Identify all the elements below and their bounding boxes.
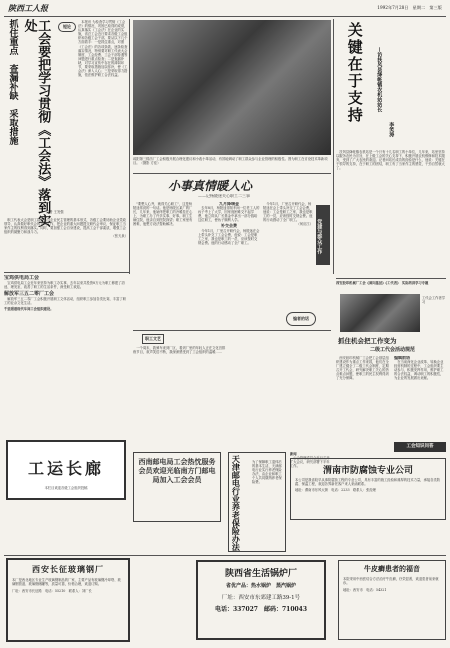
ad-weinan-body: 本公司是我省较早从事防腐蚀工程的专业公司，具有丰富的施工经验和雄厚的技术力量，承接各类防腐、保温工程，欢迎各界新老客户来人来函联系。 (295, 478, 441, 487)
ad-guolu-phone: 电话：337027 邮码：710043 (214, 606, 308, 613)
col-rule-2 (333, 19, 334, 274)
commentary-body: 在当前深化企业改革、转换企业经营机制的过程中，工会组织要主动参与，积极发挥作用，维护职工的合法权益，调动职工的积极性，为企业的发展做出贡献。 (394, 360, 444, 381)
ad-weinan-contact: 地址：渭南市东风大街 电话：2233 联系人：张经理 (295, 488, 376, 493)
ad-tianjin: 天津邮电行业养老保险办法 (228, 452, 286, 552)
ad-guolu-address: 厂址：西安市东郊建工路39-1号 (221, 595, 301, 601)
feature-side-label: 党建与群众工作 (316, 205, 330, 265)
box1-title2: 解放军三五二零厂工会 (4, 291, 55, 298)
row-rule-right (336, 278, 446, 279)
feature-body-para4: 今年1月，厂里召开职代会，杨陵迷在会上带头补交了工会会费，他说：工会是职工之家，我也是职工的一员，应该按时交纳会费。他的行动感动了全厂职工。 (198, 228, 260, 245)
ad-weinan (290, 458, 446, 520)
row-rule-mid (133, 330, 331, 331)
ad-tianjin-body: 为了保障职工退休后的基本生活，天津邮电行业实行养老保险办法，由企业和职工个人共同缴纳养老保险费。 (252, 460, 282, 485)
feature-author: （何应江） (296, 222, 313, 227)
date-line: 1992年7月28日 星期二 第三版 (377, 5, 442, 10)
lead-article-body2 (4, 218, 128, 268)
commentary (394, 356, 446, 442)
row-rule-bottom (4, 555, 446, 556)
right-box-body (336, 356, 391, 456)
ad-niupi (338, 560, 446, 640)
paper-name: 陕西工人报 (8, 4, 48, 13)
commentary-title: 编辑前语 (394, 356, 410, 360)
box1 (4, 275, 128, 435)
photo-caption: 咸阳第三棉纺厂工会积极开展合理化建议和小改小革活动，有效地调动了职工群众参与企业管理的积极性。图为职工在讨论技术革新项目。（摄影 方佳） (133, 157, 328, 166)
right-box-banner: 工代会工作者学习 (422, 296, 446, 305)
ad-niupi-body: 本院采用中西医结合方法治疗牛皮癣，疗效显著，欢迎患者前来就诊。 (343, 577, 439, 586)
gonghui-title: 工运长廊 (27, 459, 104, 478)
gonghui-box (6, 440, 126, 500)
left-headline: 工会要把学习贯彻《工会法》落到实处 (21, 19, 51, 227)
small-note-label: 新闻 (290, 452, 297, 456)
col-rule-1 (129, 19, 130, 274)
box1-body2: 解放军三五二零厂工会积极开展职工文体活动，组织职工参加各类比赛，丰富了职工的业余文化生活。 (4, 297, 126, 306)
ad-guolu-title: 陕西省生活锅炉厂 (224, 569, 297, 579)
commentary-label: 工会知识问答 (394, 442, 446, 452)
ad-nanyue: 西南邮电局工会热忱服务会员欢迎光临南方门邮电局加入工会会员 (133, 452, 221, 522)
box1-body: 宝鸡供电局工会近年来坚持为职工办实事，去年以来共投资8万元为职工修建了浴池、理发室，改善了职工的生活条件，深受职工欢迎。 (4, 281, 125, 290)
ad-xian (6, 558, 130, 642)
small-note-body: 公会管理委员会近日召开扩大会议，研究部署下半年工作。 (290, 456, 330, 469)
right-box-title: 抓住机会把工作变为 (338, 337, 397, 345)
left-headline-column (6, 19, 51, 229)
feature-col2 (198, 202, 260, 322)
ad-weinan-title: 渭南市防腐蚀专业公司 (322, 466, 413, 476)
ad-xian-title: 西安长征玻璃钢厂 (32, 564, 104, 574)
feature-col3-para: 今年1月，厂里召开职代会，杨陵迷在会上带头补交了工会会费，他说：工会是职工之家，我也是职工的一员，应该按时交纳会费。他的行动感动了全厂职工。 (263, 202, 313, 223)
right-author: 李笑涛 (388, 122, 395, 137)
lead-badge: 短论 (58, 22, 76, 32)
lead-article-body (78, 20, 128, 220)
right-box-photo (340, 294, 420, 332)
wenyi-badge: 职工文艺 (142, 334, 164, 344)
left-kicker: 抓住重点 查漏补缺 采取措施 (7, 19, 18, 145)
quote-badge: 编者的话 (286, 312, 316, 326)
right-box-heading: 西安胶印机械厂工会《面向基层》《工代表》 实际培训学习专题 (336, 281, 429, 285)
feature-section1: 九月降瑞金 (219, 202, 239, 206)
feature-section2: 补交会费 (221, 223, 237, 229)
left-byline: 记者 王发强 (46, 210, 64, 214)
wenyi-para: 一个周末，我骑车来到厂区，看到厂里的年轻人正在文化宫排练节目，欢声笑语不断，我深深感受到了工会组织的温暖…… (133, 346, 226, 355)
right-box-para: 西安胶印机械厂工会把工会基层组织建设作为重点工作来抓，他们在全厂建立健全了二级工代会制度，定期召开工代会，研究解决职工关心的热点难点问题，使职工的民主权利得到了充分保障。 (336, 356, 389, 381)
gonghui-caption: 本栏目欢迎各级工会组织投稿 (44, 486, 88, 490)
ad-guolu-slogan: 省优产品：热水锅炉 蒸汽锅炉 (225, 583, 296, 589)
right-article-body (336, 150, 446, 275)
masthead (4, 3, 446, 17)
feature-body (133, 202, 195, 322)
feature-headline: 小事真情暖人心 (168, 179, 253, 193)
right-body-para: 扶风县绛帐镇农机站是一个只有十几名职工的小单位，几年来，站里坚持以服务农民为宗旨，在上级工会的关心支持下，积极开展农机维修和技术服务，受到了广大农民的欢迎。记者问站长成功的经验是什么，他说：关键在于领导的支持，在于职工的团结，职工有了当家作主的感觉，干劲自然就大了。 (336, 150, 445, 171)
lead-body-para: 本报讯 为检查学习贯彻《工会法》的情况，巩固已取得的成绩，认真落实《工会法》在企业的实施，省总工会近日要求各级工会组织和各级工会干部，要从以下几个方面着手：一是抓住重点，对照《工会法》的各项条款，逐条检查落实情况，特别要对职工代表大会制度、工会经费、工会干部待遇等问题进行重点检查；二是查漏补缺，对学习宣传中存在的薄弱环节，要采取措施加以弥补，使《工会法》深入人心；三是采取得力措施，依法维护职工合法权益。 (78, 20, 128, 78)
feature-subhead: ——记杨陵迷关心职工二三事 (198, 194, 250, 198)
ad-xian-body: 本厂是西北地区专业生产玻璃钢制品的厂家，主要产品有玻璃钢冷却塔、玻璃钢管道、玻璃钢储罐等，质量可靠，价格合理，欢迎订购。 (12, 578, 121, 587)
feature-col3 (263, 202, 313, 322)
box1-title: 宝鸡供电局工会 (4, 275, 40, 281)
right-box-subtitle: 二级工代会活动规范 (370, 347, 416, 353)
lead-author: （张天泉） (111, 234, 128, 239)
row-rule-1 (133, 173, 331, 174)
box1-footer: 千里眼看现代车间工会组织建设。 (4, 307, 54, 312)
lead-body-para2: 职工代表大会是职工群众参与企业民主管理的基本形式，各级工会要协助企业党政领导，认真做好职代会的各项工作，把企业的重大问题提交职代会审议，保证职工当家作主的权利得到落实。同时，要加强工会自身建设，提高工会干部素质，增强工会组织的凝聚力和战斗力。 (4, 218, 126, 235)
right-headline: 关键在于支持 (345, 22, 364, 124)
feature-body-para3: 去年8月，杨陵迷得知车间一位老工人的孩子考上了大学，因家庭困难交不起学费，他立即从厂长基金中拿出一部分钱给这位职工，使孩子顺利入学。 (198, 206, 260, 223)
ad-niupi-title: 牛皮癣患者的福音 (364, 564, 420, 573)
ad-xian-contact: 厂址：西安市长征路 电话：55210 联系人：刘厂长 (12, 589, 92, 594)
wenyi-body (133, 346, 228, 446)
central-photo (133, 20, 331, 155)
feature-body-para: "要想人心齐，就得关心职工"，这是杨陵迷常说的一句话。他是杨陵区某厂的厂长，几年来，他始终把职工的冷暖挂在心上，为职工办了许多实事、好事。职工生病住院，他亲自到医院探望；职工家里有困难，他想方设法帮助解决。 (133, 202, 193, 227)
ad-niupi-contact: 地址：西安市 电话：54321 (343, 588, 387, 593)
right-subhead: —访扶风县绛帐镇农机站站长 (376, 47, 383, 112)
row-rule-left (4, 272, 129, 273)
ad-guolu (196, 560, 326, 640)
masthead-rule (4, 16, 446, 17)
